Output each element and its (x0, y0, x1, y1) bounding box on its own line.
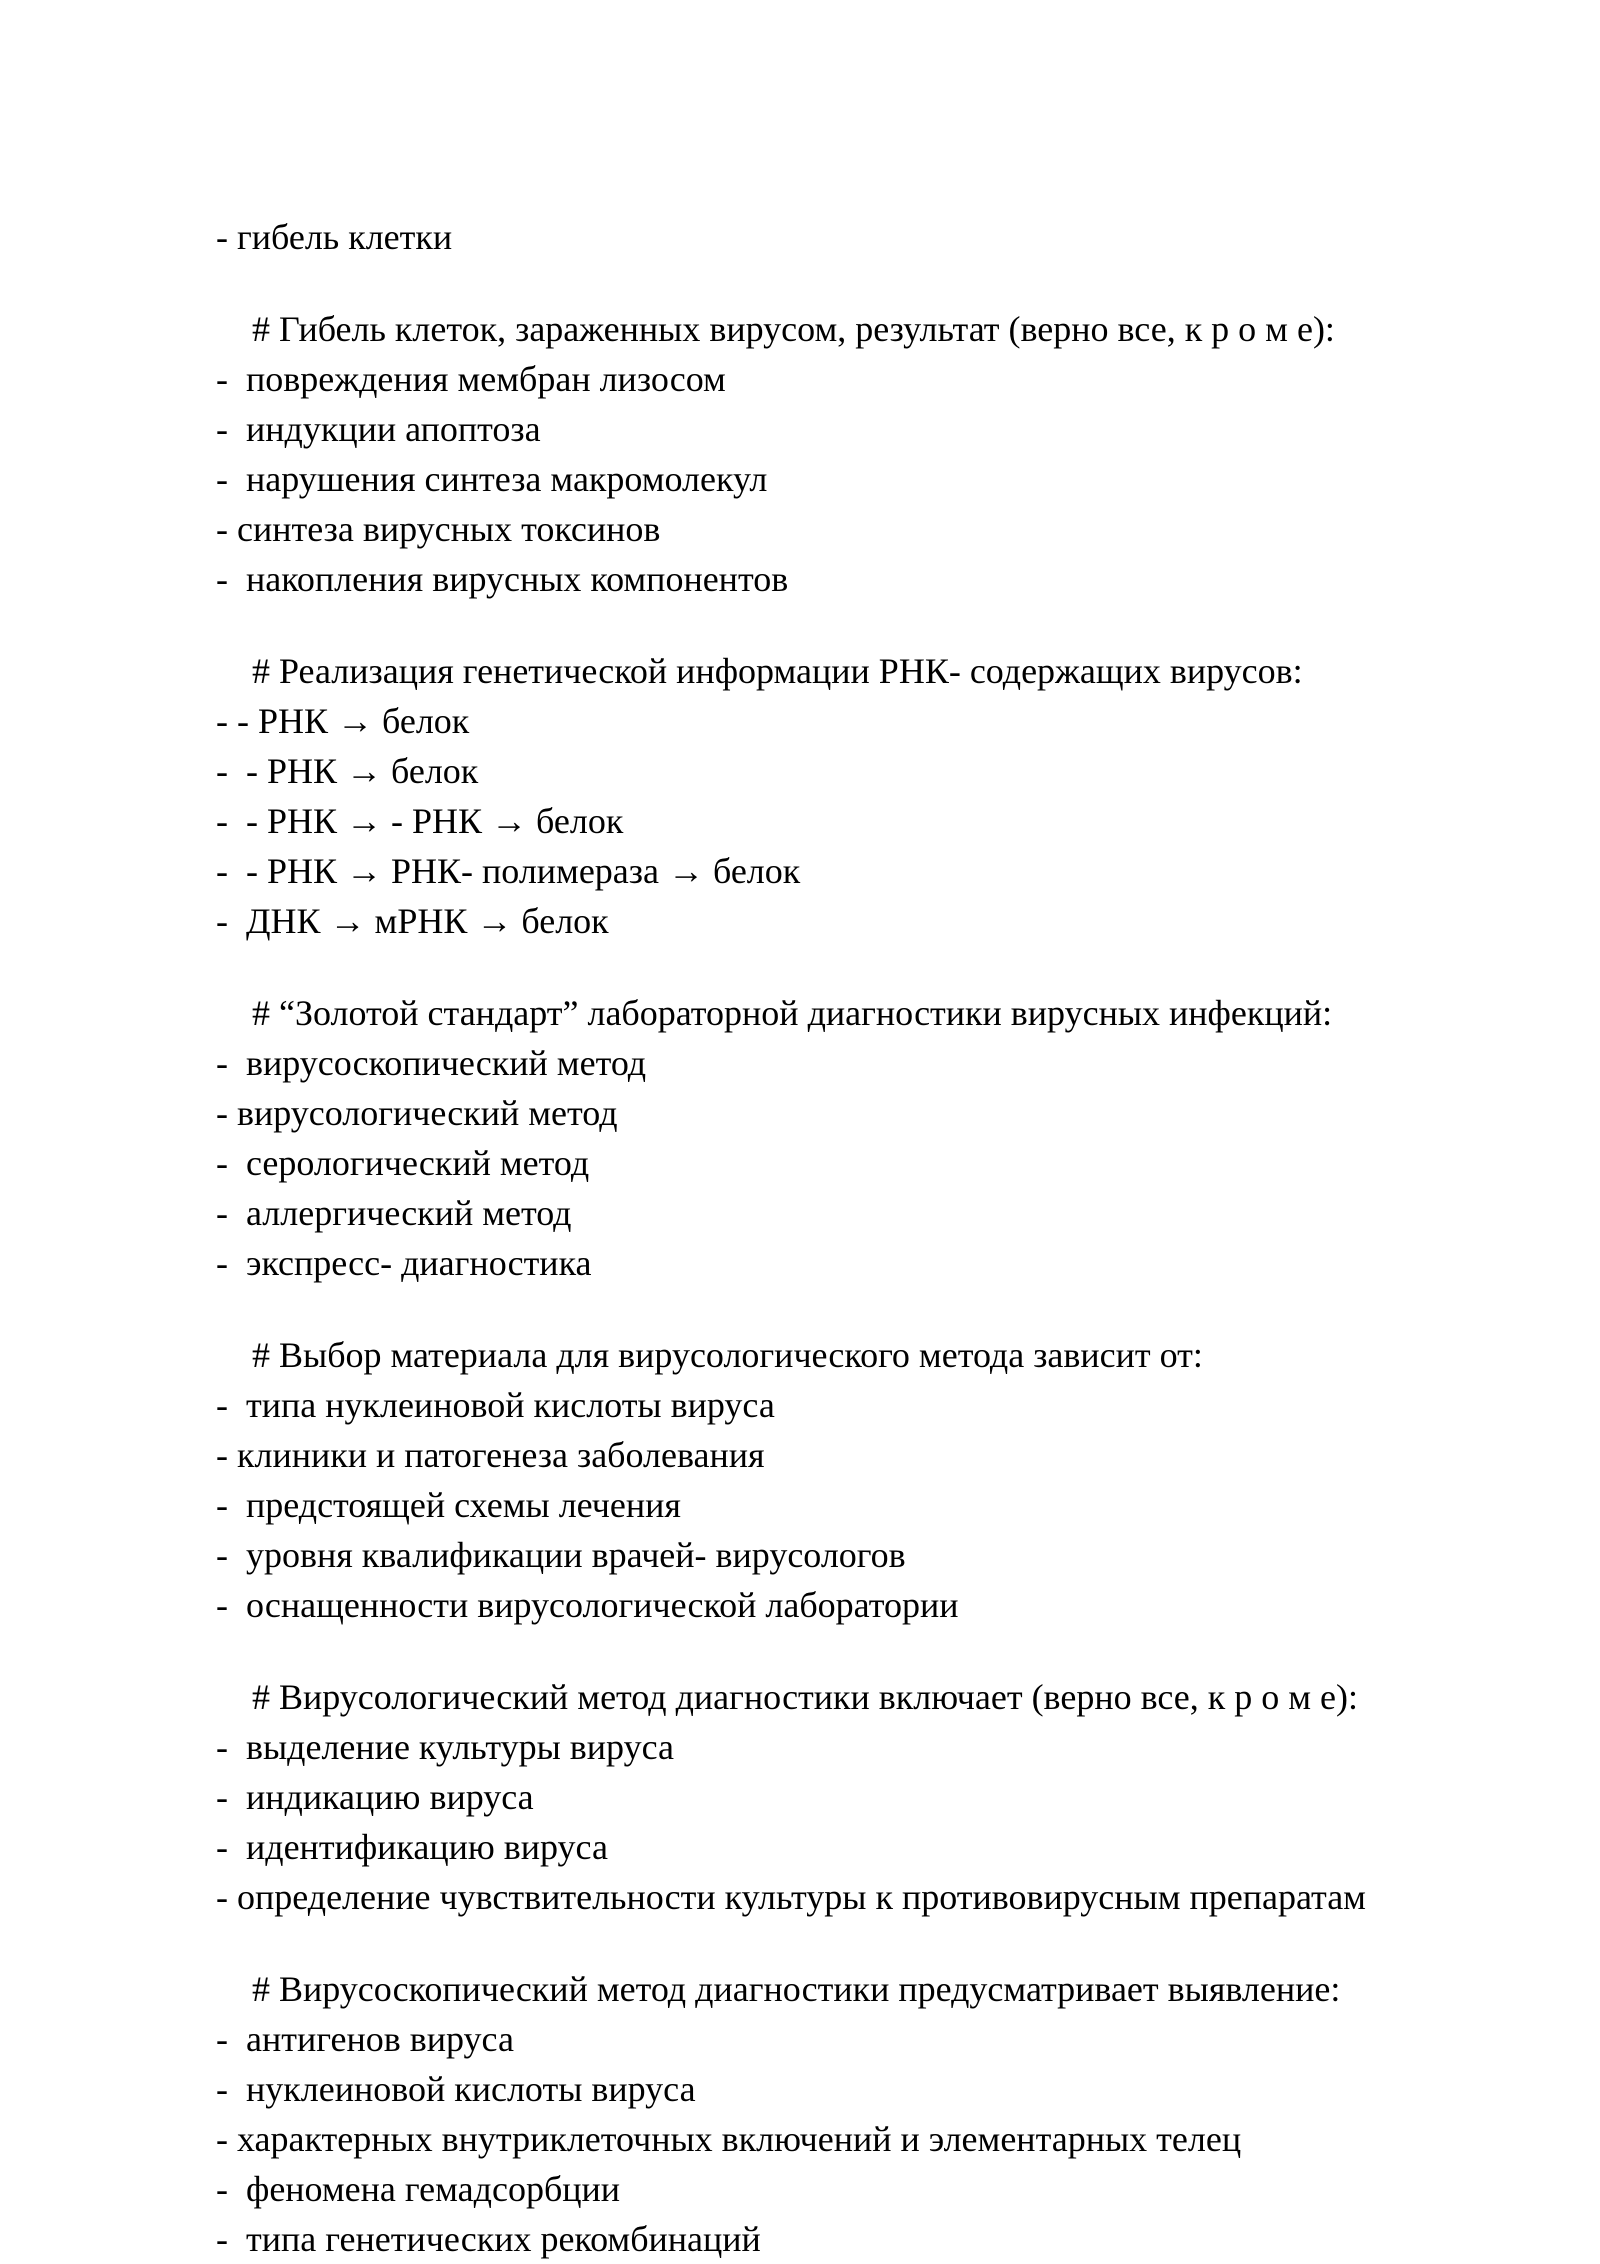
document-body (216, 212, 1516, 2264)
answer-option: - повреждения мембран лизосом (216, 359, 726, 399)
question-heading: # Выбор материала для вирусологического метода зависит от: (252, 1335, 1203, 1375)
answer-option: - нуклеиновой кислоты вируса (216, 2069, 696, 2109)
answer-option: - типа нуклеиновой кислоты вируса (216, 1385, 775, 1425)
answer-option: - идентификацию вируса (216, 1827, 608, 1867)
answer-option: - - РНК → - РНК → белок (216, 801, 624, 841)
answer-option: - уровня квалификации врачей- вирусологов (216, 1535, 906, 1575)
answer-option: - гибель клетки (216, 217, 453, 257)
answer-option: - серологический метод (216, 1143, 590, 1183)
question-heading: # “Золотой стандарт” лабораторной диагностики вирусных инфекций: (252, 993, 1333, 1033)
answer-option: - - РНК → белок (216, 751, 479, 791)
answer-option: - антигенов вируса (216, 2019, 514, 2059)
answer-option: - феномена гемадсорбции (216, 2169, 621, 2209)
question-heading: # Гибель клеток, зараженных вирусом, результат (верно все, к р о м е): (252, 309, 1335, 349)
answer-option: - вирусологический метод (216, 1093, 618, 1133)
answer-option: - индукции апоптоза (216, 409, 541, 449)
answer-option: - характерных внутриклеточных включений и элементарных телец (216, 2119, 1242, 2159)
answer-option: - клиники и патогенеза заболевания (216, 1435, 765, 1475)
answer-option: - накопления вирусных компонентов (216, 559, 789, 599)
answer-option: - синтеза вирусных токсинов (216, 509, 661, 549)
answer-option: - вирусоскопический метод (216, 1043, 647, 1083)
answer-option: - ДНК → мРНК → белок (216, 901, 609, 941)
question-heading: # Вирусоскопический метод диагностики предусматривает выявление: (252, 1969, 1341, 2009)
answer-option: - - РНК → РНК- полимераза → белок (216, 851, 801, 891)
answer-option: - индикацию вируса (216, 1777, 534, 1817)
answer-option: - выделение культуры вируса (216, 1727, 674, 1767)
question-heading: # Реализация генетической информации РНК- содержащих вирусов: (252, 651, 1303, 691)
question-heading: # Вирусологический метод диагностики включает (верно все, к р о м е): (252, 1677, 1359, 1717)
answer-option: - определение чувствительности культуры к противовирусным препаратам (216, 1877, 1366, 1917)
answer-option: - нарушения синтеза макромолекул (216, 459, 768, 499)
answer-option: - - РНК → белок (216, 701, 470, 741)
answer-option: - оснащенности вирусологической лаборатории (216, 1585, 959, 1625)
answer-option: - типа генетических рекомбинаций (216, 2219, 761, 2259)
answer-option: - предстоящей схемы лечения (216, 1485, 681, 1525)
answer-option: - аллергический метод (216, 1193, 572, 1233)
answer-option: - экспресс- диагностика (216, 1243, 592, 1283)
